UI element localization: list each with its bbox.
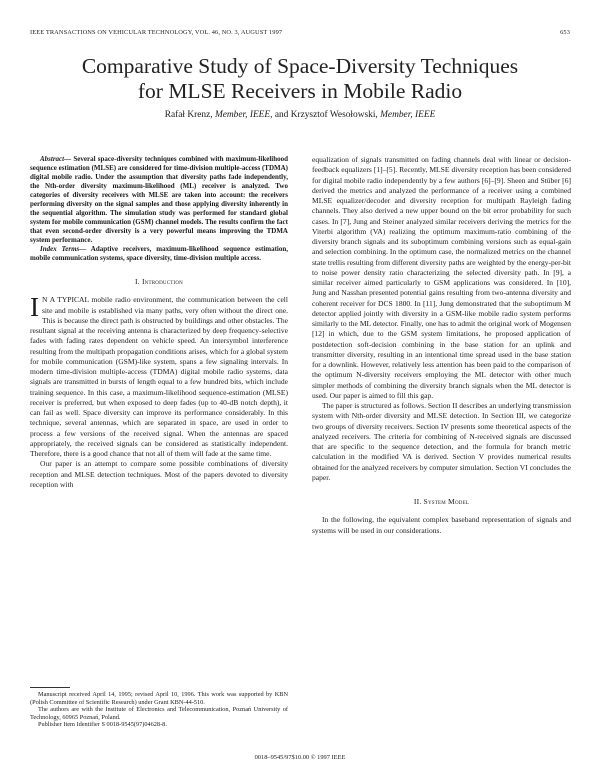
abstract <box>30 155 288 245</box>
drop-cap: I <box>30 292 39 323</box>
index-terms <box>30 245 288 263</box>
author-2-role: Member, IEEE <box>380 110 436 120</box>
right-paragraph-3: In the following, the equivalent complex baseband representation of signals and systems will be used in our considerations. <box>312 515 571 535</box>
section-1-title: Introduction <box>141 277 183 286</box>
author-separator: , and Krzysztof Wesołowski, <box>270 110 381 120</box>
index-terms-text: Adaptive receivers, maximum-likelihood sequence estimation, mobile communication systems, space diversity, time-division multiple access. <box>30 245 289 262</box>
intro-paragraph-1 <box>30 292 288 459</box>
right-paragraph-1: equalization of signals transmitted on fading channels deal with linear or decision-feedback equalizers [1]–[5]. Recently, MLSE diversity reception has been considered for digital mobile radio independently by a few authors [6]–[9]. Sheen and Stüber [6] derived the metrics and analyzed the performance of a receiver using a combined MLSE equalizer/decoder and diversity reception for multipath Rayleigh fading channels. They also derived a new upper bound on the bit error probability for such cases. In [7], Jung and Steiner analyzed similar receivers deriving the metrics for the Viterbi algorithm (VA) realizing the optimum maximum-ratio combining of the diversity branch signals and its suboptimum combining versions such as equal-gain and selection combining. In the optimum case, the normalized metrics on the channel state trellis resulting from different diversity paths are weighted by the energy-per-bit to noise power density ratio characterizing the selected diversity path. In [9], a similar receiver aimed particularly to GSM applications was considered. In [10], Jung and Nasshan presented potential gains resulting from two-antenna diversity and coherent receiver for DCS 1800. In [11], Jung demonstrated that the suboptimum M detector applied jointly with diversity in a GSM-like mobile radio system performs similarly to the ML detector. Finally, one has to admit the original work of Mogensen [12] in which, due to the GSM system limitations, he proposed application of postdetection soft-decision combining in the base station for an uplink and transmitter diversity, resulting in an intentional time spread used in the base station for a downlink. However, relatively less attention has been paid to the comparison of the optimum N-diversity receivers employing the ML detector with other much simpler methods of combining the diversity branch signals when the ML detector is used. Our paper is aimed to fill this gap. <box>312 155 571 400</box>
section-heading-introduction <box>30 277 288 287</box>
author-1-role: Member, IEEE <box>214 110 271 120</box>
intro-paragraph-2: Our paper is an attempt to compare some possible combinations of diversity reception and MLSE detection techniques. Most of the papers devoted to diversity reception with <box>30 459 288 489</box>
section-2-title: System Model <box>423 497 470 506</box>
right-paragraph-2: The paper is structured as follows. Section II describes an underlying transmission system with Nth-order diversity and MLSE detection. In Section III, we categorize two groups of diversity receivers. Section IV presents some theoretical aspects of the analyzed receivers. The criteria for combining of N-received signals are discussed that are specific to the sequence detection, and the formula for branch metric calculation in the modified VA is derived. Section V provides numerical results obtained for the analyzed receivers by computer simulation. Section VI concludes the paper. <box>312 401 571 482</box>
page-number: 653 <box>560 29 570 36</box>
title-line-2: for MLSE Receivers in Mobile Radio <box>137 79 463 103</box>
footnote-manuscript: Manuscript received April 14, 1995; revised April 10, 1996. This work was supported by KBN (Polish Committee of Scientific Research) under Grant KBN-44-510. <box>30 691 288 706</box>
abstract-text: Several space-diversity techniques combined with maximum-likelihood sequence estimation (MLSE) are considered for time-division multiple-access (TDMA) digital mobile radio. Under the assumption that diversity paths fade independently, the Nth-order diversity maximum-likelihood (ML) receiver is analyzed. Two categories of diversity receivers with MLSE are taken into account: the receivers performing diversity on the signal samples and those applying diversity inherently in the sequential algorithm. The simulation study was performed for standard global system for mobile communication (GSM) channel models. The results confirm the fact that even second-order diversity is a very powerful means improving the TDMA system performance. <box>30 155 288 244</box>
title-line-1: Comparative Study of Space-Diversity Techniques <box>81 54 519 78</box>
section-heading-system-model <box>312 497 571 507</box>
section-1-number: I. <box>135 277 142 286</box>
journal-header: IEEE TRANSACTIONS ON VEHICULAR TECHNOLOGY, VOL. 46, NO. 3, AUGUST 1997 <box>30 29 283 36</box>
paper-title <box>30 54 570 104</box>
abstract-label: Abstract— <box>40 155 72 163</box>
author-line <box>30 110 570 120</box>
copyright-footer: 0018–9545/97$10.00 © 1997 IEEE <box>254 754 346 761</box>
footnote-publisher-id: Publisher Item Identifier S 0018-9545(97)04628-8. <box>38 721 167 729</box>
footnotes <box>30 687 288 729</box>
left-column <box>30 155 288 490</box>
intro-p1-text: N A TYPICAL mobile radio environment, the communication between the cell site and mobile is established via many paths, very often without the direct one. This is because the direct path is obstructed by buildings and other obstacles. The resultant signal at the receiving antenna is characterized by deep frequency-selective fades with fading rates dependent on vehicle speed. An intersymbol interference resulting from the multipath propagation conditions arises, which for a global system for mobile communication (GSM)-like system, spans a few signaling intervals. In modern time-division multiple-access (TDMA) digital mobile radio systems, data signals are transmitted in bursts of length equal to a few hundred bits, which include training sequence. In this case, a maximum-likelihood sequence-estimation (MLSE) receiver is preferred, but when exposed to deep fades (up to 40-dB notch depth), it can fail as well. Space diversity can improve its performance considerably. In this technique, several antennas, which are separated in space, are used in order to process a few versions of the received signal. When the antennas are spaced appropriately, the received signals can be considered as statistically independent. Therefore, there is a good chance that not all of them will fade at the same time. <box>30 295 288 458</box>
right-column <box>312 155 571 536</box>
author-1: Rafał Krenz, <box>164 110 215 120</box>
footnote-rule <box>30 687 70 688</box>
footnote-affiliation: The authors are with the Institute of Electronics and Telecommunication, Poznań University of Technology, 60965 Poznań, Poland. <box>30 706 288 721</box>
running-header <box>30 29 570 39</box>
section-2-number: II. <box>413 497 424 506</box>
index-terms-label: Index Terms— <box>40 245 87 253</box>
